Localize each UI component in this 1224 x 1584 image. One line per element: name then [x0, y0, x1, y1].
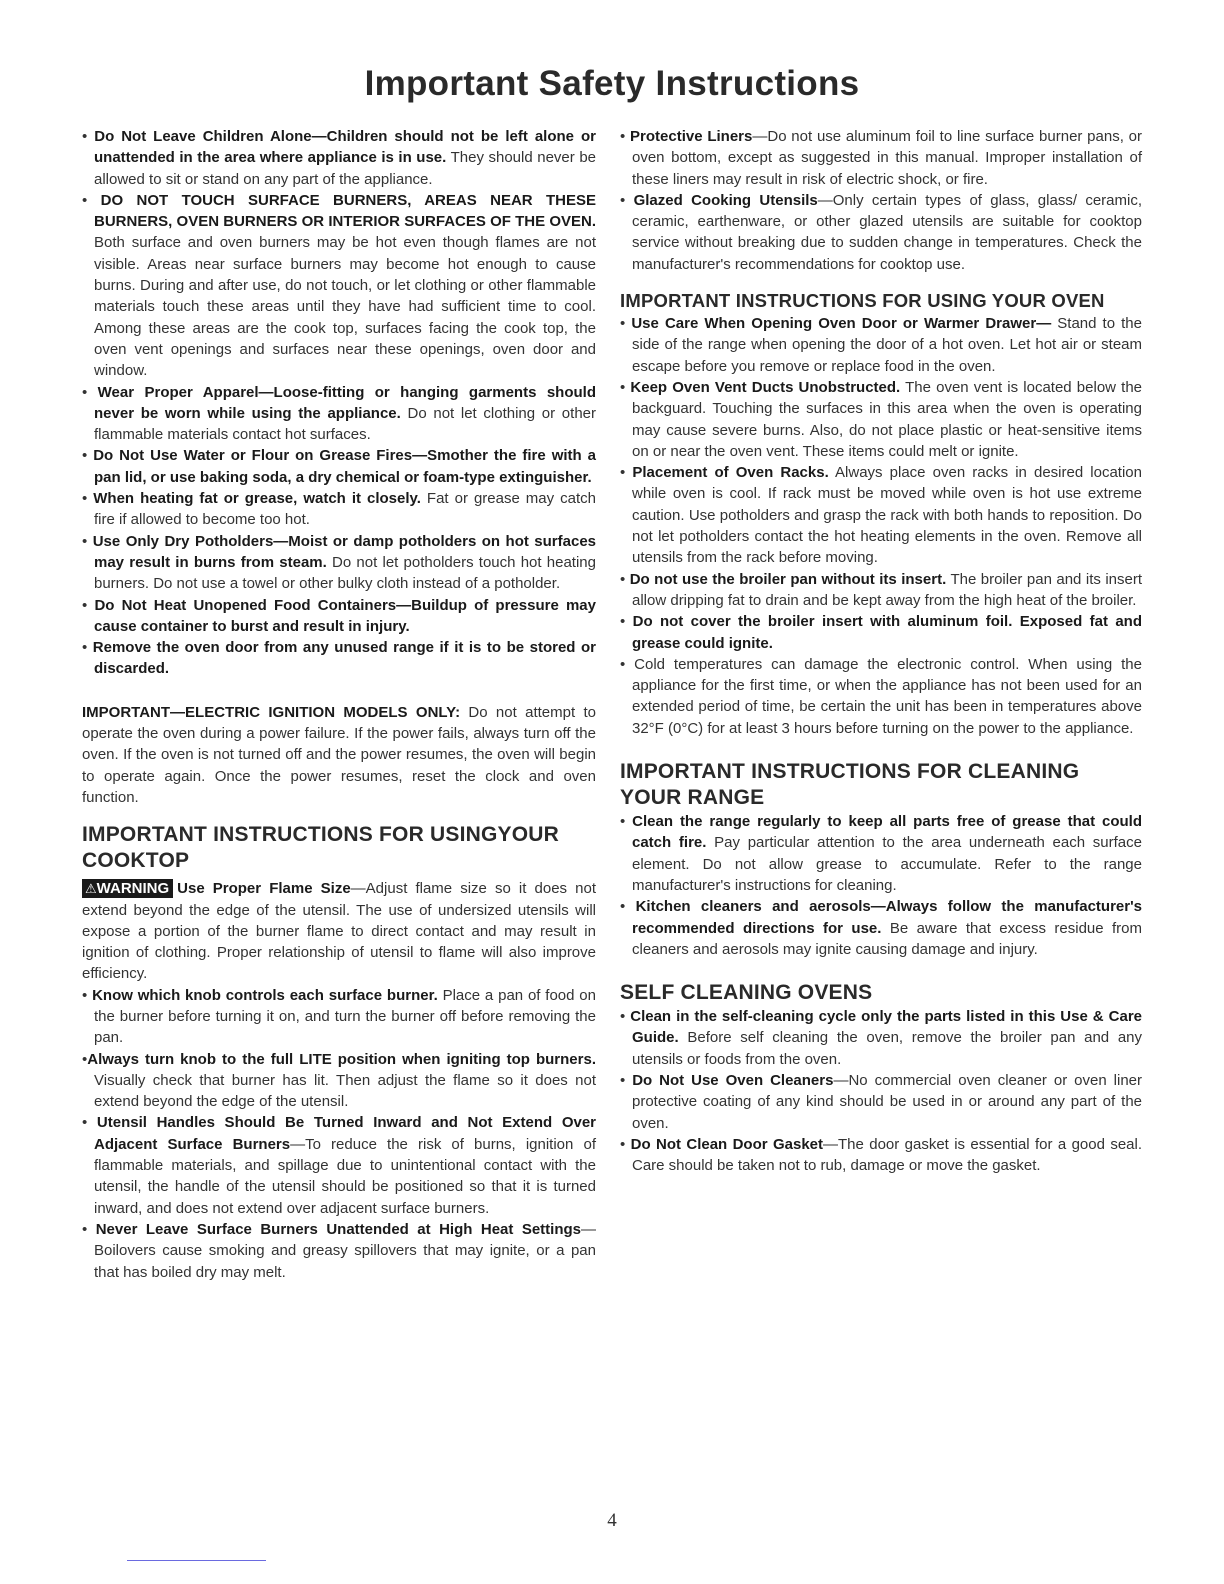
safety-item: • DO NOT TOUCH SURFACE BURNERS, AREAS NEAR THESE BURNERS, OVEN BURNERS OR INTERIOR SURFACES OF THE OVEN. Both surface and oven burners may be hot even though flames are not visible. Areas near surface burners may become hot enough to cause burns. During and after use, do not touch, or let clothing or other flammable materials touch these areas until they have had sufficient time to cool. Among these areas are the cook top, surfaces facing the cook top, the oven vent openings and surfaces near these openings, oven door and window. [82, 190, 596, 382]
cooktop-item: •Always turn knob to the full LITE position when igniting top burners. Visually check that burner has lit. Then adjust the flame so it does not extend beyond the edge of the utensil. [82, 1050, 596, 1111]
cleaning-item: • Clean the range regularly to keep all parts free of grease that could catch fire. Pay particular attention to the area underneath each surface element. Do not allow grease to accumulate. Refer to the range manufacturer's instructions for cleaning. [620, 811, 1142, 896]
safety-item: • Do Not Leave Children Alone—Children should not be left alone or unattended in the area where appliance is in use. They should never be allowed to sit or stand on any part of the appliance. [82, 126, 596, 190]
page-number: 4 [607, 1510, 617, 1531]
cooktop-item: • Protective Liners—Do not use aluminum foil to line surface burner pans, or oven bottom, except as suggested in this manual. Improper installation of these liners may result in risk of electric shock, or fire. [620, 126, 1142, 190]
page-title: Important Safety Instructions [364, 64, 860, 103]
warning-triangle-icon: ⚠ [85, 881, 97, 897]
oven-heading: IMPORTANT INSTRUCTIONS FOR USING YOUR OVEN [620, 290, 1105, 312]
right-column [620, 126, 1142, 1176]
safety-item: • Remove the oven door from any unused range if it is to be stored or discarded. [82, 637, 596, 680]
oven-item: • Keep Oven Vent Ducts Unobstructed. The oven vent is located below the backguard. Touching the surfaces in this area when the oven is operating may cause severe burns. Also, do not place plastic or heat-sensitive items on or near the oven vent. These items could melt or ignite. [620, 377, 1142, 462]
self-cleaning-item: • Do Not Use Oven Cleaners—No commercial oven cleaner or oven liner protective coating of any kind should be used in or around any part of the oven. [620, 1070, 1142, 1134]
left-column [82, 126, 596, 1283]
cooktop-item: • Glazed Cooking Utensils—Only certain types of glass, glass/ ceramic, ceramic, earthenware, or other glazed utensils are suitable for cooktop service without breaking due to sudden change in temperatures. Check the manufacturer's recommendations for cooktop use. [620, 190, 1142, 275]
safety-item: • Do Not Use Water or Flour on Grease Fires—Smother the fire with a pan lid, or use baking soda, a dry chemical or foam-type extinguisher. [82, 445, 596, 488]
cleaning-item: • Kitchen cleaners and aerosols—Always follow the manufacturer's recommended directions for use. Be aware that excess residue from cleaners and aerosols may ignite causing damage and injury. [620, 896, 1142, 960]
oven-item: • Do not use the broiler pan without its insert. The broiler pan and its insert allow dripping fat to drain and be kept away from the high heat of the broiler. [620, 569, 1142, 612]
cooktop-heading: IMPORTANT INSTRUCTIONS FOR USINGYOUR COOKTOP [82, 823, 559, 873]
safety-item: • Use Only Dry Potholders—Moist or damp potholders on hot surfaces may result in burns from steam. Do not let potholders touch hot heating burners. Do not use a towel or other bulky cloth instead of a potholder. [82, 531, 596, 595]
cooktop-intro: ⚠WARNING Use Proper Flame Size—Adjust flame size so it does not extend beyond the edge of the utensil. The use of undersized utensils will expose a portion of the burner flame to direct contact and may result in ignition of clothing. Proper relationship of utensil to flame will also improve efficiency. [82, 880, 596, 983]
oven-item: • Placement of Oven Racks. Always place oven racks in desired location while oven is cool. If rack must be moved while oven is hot use extreme caution. Use potholders and grasp the rack with both hands to reposition. Do not let potholders contact the hot heating elements in the oven. Remove all utensils from the rack before moving. [620, 462, 1142, 568]
safety-item: • When heating fat or grease, watch it closely. Fat or grease may catch fire if allowed to become too hot. [82, 488, 596, 531]
oven-item: • Use Care When Opening Oven Door or Warmer Drawer— Stand to the side of the range when opening the door of a hot oven. Let hot air or steam escape before you remove or replace food in the oven. [620, 313, 1142, 377]
oven-item: • Cold temperatures can damage the electronic control. When using the appliance for the first time, or when the appliance has not been used for an extended period of time, be certain the unit has been in temperatures above 32°F (0°C) for at least 3 hours before turning on the power to the appliance. [620, 654, 1142, 739]
safety-item: • Wear Proper Apparel—Loose-fitting or hanging garments should never be worn while using the appliance. Do not let clothing or other flammable materials contact hot surfaces. [82, 382, 596, 446]
footer-rule [127, 1560, 266, 1561]
electric-ignition-note: IMPORTANT—ELECTRIC IGNITION MODELS ONLY: Do not attempt to operate the oven during a power failure. If the power fails, always turn off the oven. If the oven is not turned off and the power resumes, the oven will begin to operate again. Once the power resumes, reset the clock and oven function. [82, 703, 596, 806]
cooktop-item: • Utensil Handles Should Be Turned Inward and Not Extend Over Adjacent Surface Burners—To reduce the risk of burns, ignition of flammable materials, and spillage due to unintentional contact with the utensil, the handle of the utensil should be positioned so that it is turned inward, and does not extend over adjacent surface burners. [82, 1114, 597, 1217]
cooktop-item: • Never Leave Surface Burners Unattended at High Heat Settings—Boilovers cause smoking and greasy spillovers that may ignite, or a pan that has boiled dry may melt. [82, 1220, 596, 1281]
self-cleaning-item: • Do Not Clean Door Gasket—The door gasket is essential for a good seal. Care should be taken not to rub, damage or move the gasket. [620, 1134, 1142, 1177]
warning-badge: ⚠WARNING [82, 879, 173, 898]
cleaning-heading: IMPORTANT INSTRUCTIONS FOR CLEANING YOUR RANGE [620, 760, 1080, 810]
safety-item: • Do Not Heat Unopened Food Containers—Buildup of pressure may cause container to burst and result in injury. [82, 595, 596, 638]
oven-item: • Do not cover the broiler insert with aluminum foil. Exposed fat and grease could ignite. [620, 611, 1142, 654]
cooktop-item: • Know which knob controls each surface burner. Place a pan of food on the burner before turning it on, and turn the burner off before removing the pan. [82, 986, 596, 1047]
self-cleaning-item: • Clean in the self-cleaning cycle only the parts listed in this Use & Care Guide. Before self cleaning the oven, remove the broiler pan and any utensils or foods from the oven. [620, 1006, 1142, 1070]
self-cleaning-heading: SELF CLEANING OVENS [620, 981, 873, 1005]
